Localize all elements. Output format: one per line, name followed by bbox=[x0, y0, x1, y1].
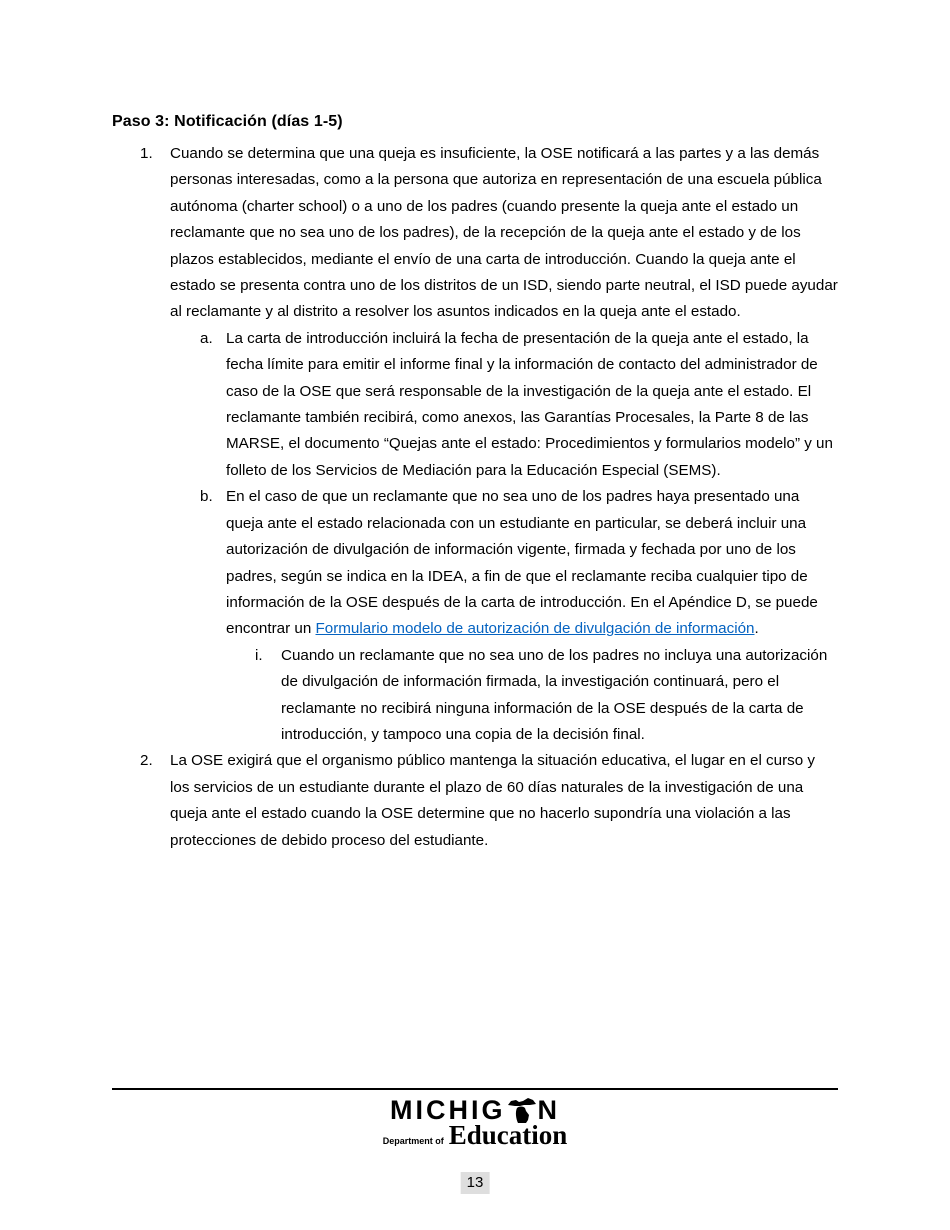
list-item-1b-text-before-link: En el caso de que un reclamante que no sea uno de los padres haya presentado una queja ante el estado relacionada con un estudiante en particular, se deberá incluir una autorización de divulgación de información vigente, firmada y fechada por uno de los padres, según se indica en la IDEA, a fin de que el reclamante reciba cualquier tipo de información de la OSE después de la carta de introducción. En el Apéndice D, se puede encontrar un bbox=[226, 488, 818, 638]
list-item-1 bbox=[112, 141, 838, 326]
list-marker-2: 2. bbox=[140, 752, 153, 770]
list-marker-1: 1. bbox=[140, 145, 153, 162]
list-item-1b-i bbox=[112, 643, 838, 749]
list-item-1b-text-after-link: . bbox=[754, 620, 759, 638]
page-number: 13 bbox=[461, 1172, 490, 1194]
mde-logo-education: Education bbox=[448, 1120, 568, 1150]
mde-logo-subline bbox=[383, 1120, 568, 1151]
list-item-1a bbox=[112, 326, 838, 484]
mde-logo-word-start: MICHIG bbox=[390, 1095, 506, 1125]
mde-logo bbox=[0, 1095, 950, 1151]
list-item-1a-text: La carta de introducción incluirá la fecha de presentación de la queja ante el estado, la fecha límite para emitir el informe final y la información de contacto del administrador de caso de la OSE que será responsable de la investigación de la queja ante el estado. El reclamante también recibirá, como anexos, las Garantías Procesales, la Parte 8 de las MARSE, el documento “Quejas ante el estado: Procedimientos y formularios modelo” y un folleto de los Servicios de Mediación para la Educación Especial (SEMS). bbox=[226, 329, 833, 479]
release-form-link[interactable]: Formulario modelo de autorización de divulgación de información bbox=[315, 620, 755, 638]
list-item-1b-i-text: Cuando un reclamante que no sea uno de los padres no incluya una autorización de divulgación de información firmada, la investigación continuará, pero el reclamante no recibirá ninguna información de la OSE después de la carta de introducción, y tampoco una copia de la decisión final. bbox=[281, 646, 828, 743]
list-marker-1b: b. bbox=[200, 488, 213, 506]
mde-logo-department-of: Department of bbox=[382, 1136, 444, 1146]
mde-logo-word-end: N bbox=[537, 1095, 560, 1125]
list-item-1b-text bbox=[226, 484, 838, 642]
list-item-1b bbox=[112, 484, 838, 642]
list-marker-1a: a. bbox=[200, 329, 213, 347]
list-item-2-text: La OSE exigirá que el organismo público mantenga la situación educativa, el lugar en el curso y los servicios de un estudiante durante el plazo de 60 días naturales de la investigación de una queja ante el estado cuando la OSE determine que no hacerlo supondría una violación a las protecciones de debido proceso del estudiante. bbox=[170, 752, 816, 849]
list-item-1-text: Cuando se determina que una queja es insuficiente, la OSE notificará a las partes y a las demás personas interesadas, como a la persona que autoriza en representación de una escuela pública autónoma (charter school) o a uno de los padres (cuando presente la queja ante el estado un reclamante que no sea uno de los padres), de la recepción de la queja ante el estado y de los plazos establecidos, mediante el envío de una carta de introducción. Cuando la queja ante el estado se presenta contra uno de los distritos de un ISD, siendo parte neutral, el ISD puede ayudar al reclamante y al distrito a resolver los asuntos indicados en la queja ante el estado. bbox=[170, 145, 838, 321]
list-marker-1b-i: i. bbox=[255, 646, 263, 664]
footer-divider bbox=[112, 1088, 838, 1090]
list-item-2 bbox=[112, 748, 838, 854]
section-heading: Paso 3: Notificación (días 1-5) bbox=[112, 113, 343, 130]
